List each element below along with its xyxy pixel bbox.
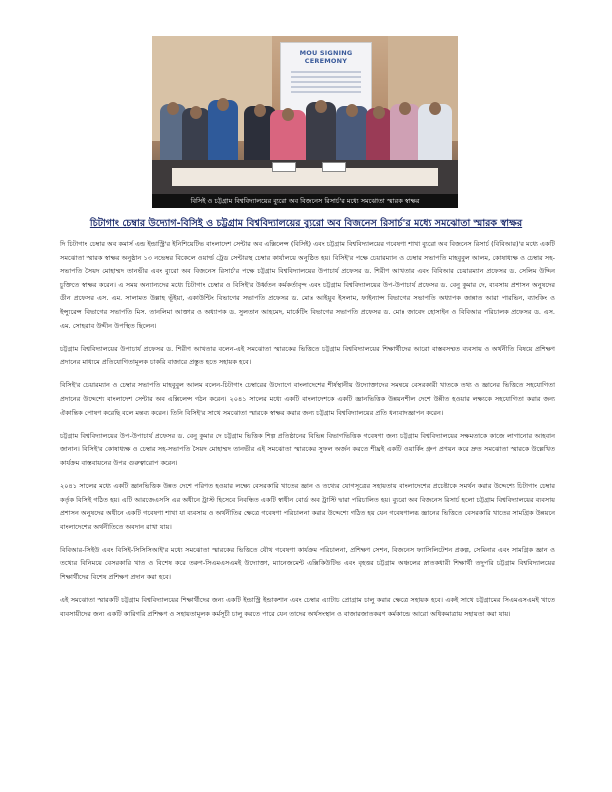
mou-ceremony-photo — [152, 36, 458, 194]
table-cloth — [172, 168, 438, 186]
article-headline: চিটাগাং চেম্বার উদ্যোগ-বিসিই ও চট্টগ্রাম বিশ্ববিদ্যালয়ের ব্যুরো অব বিজনেস রিসার্চ'র মধ্যে সমঝোতা স্মারক স্বাক্ষর — [89, 218, 523, 229]
person-head — [282, 108, 294, 121]
person-head — [315, 100, 327, 113]
person-head — [167, 102, 179, 115]
photo-caption: বিসিই ও চট্টগ্রাম বিশ্ববিদ্যালয়ের ব্যুরো অব বিজনেস রিসার্চ'র মধ্যে সমঝোতা স্মারক স্বাক্ষর — [152, 194, 458, 208]
article-paragraph: এই সমঝোতা স্মারকটি চট্টগ্রাম বিশ্ববিদ্যালয়ের শিক্ষার্থীদের জন্য একটি ইন্ডাস্ট্রি ইন্ডাকশান এবং চেম্বার এ্যাটাচ প্রোগ্রাম চালু করার ক্ষেত্রে সহায়ক হবে। একই সাথে চট্টগ্রামের সিএমএসএমই খাতে ব্যবসায়ীদের জন্য একটি কারিগরি প্রশিক্ষণ ও সহায়তামূলক কর্মসূচী চালু করতে পারে যেন তাদের অর্থসংস্থান ও বাজারজাতকরণ কর্মকান্ডে আরো অধিকমাত্রায় সহায়তা করা যায়। — [60, 596, 555, 618]
article-paragraph: ২০৪১ সালের মধ্যে একটি জ্ঞানভিত্তিক উন্নত দেশে পরিণত হওয়ার লক্ষ্যে বেসরকারি খাতের জ্ঞান ও তথ্যের যোগসূত্রের সহায়তায় বাংলাদেশের প্রচেষ্টাকে সমর্থন করার উদ্দেশ্যে চিটাগাং চেম্বার কর্তৃক বিসিই গঠিত হয়। এটি আরজেএসসি এর অধীনে ট্রাস্ট হিসেবে নিবন্ধিত একটি স্বাধীন বোর্ড অব ট্রাস্টি দ্বারা পরিচালিত হয়। ব্যুরো অব বিজনেস রিসার্চ হলো চট্টগ্রাম বিশ্ববিদ্যালয়ের ব্যবসায় প্রশাসন অনুষদের অধীনে একটি গবেষণা শাখা যা ব্যবসায় ও অর্থনীতির ক্ষেত্রে গবেষণা পরিচালনা করার উদ্দেশ্যে গঠিত হয় যেন গবেষণালব্ধ জ্ঞানের ভিত্তিতে বেসরকারি খাতের সামগ্রিক উন্নয়নে বাংলাদেশের অর্থনীতিতে অবদান রাখা যায়। — [60, 481, 555, 531]
person-head — [429, 102, 441, 115]
banner-subtext — [291, 71, 361, 93]
article-paragraph: চট্টগ্রাম বিশ্ববিদ্যালয়ের উপ-উপাচার্য প্রফেসর ড. বেনু কুমার দে চট্টগ্রাম ভিত্তিক শিল্প প্রতিষ্ঠানের বিভিন্ন বিভাগভিত্তিক গবেষণা জন্য চট্টগ্রাম বিশ্ববিদ্যালয়ের সক্ষমতাকে কাজে লাগানোর আহবান জানান। বিসিই'র কোষাধ্যক্ষ ও চেম্বার সহ-সভাপতি সৈয়দ মোহাম্মদ তানভীর এই সমঝোতা স্মারকের সুফল অর্জন করতে শীঘ্রই একটি ওয়ার্কিং গ্রুপ প্রণয়ন করে দ্রুত সমঝোতা স্মারকে উল্লেখিত কার্যক্রম বাস্তবায়নের উপর গুরুত্বারোপ করেন। — [60, 431, 555, 467]
article-body — [60, 238, 555, 631]
person-head — [346, 104, 358, 117]
banner-title: MOU SIGNING CEREMONY — [299, 49, 353, 65]
article-paragraph: বিবিআর-সিইউ এবং বিসিই-সিসিসিআই'র মধ্যে সমঝোতা স্মারকের ভিত্তিতে যৌথ গবেষণা কার্যক্রম পরিচালনা, প্রশিক্ষণ সেশন, বিজনেস ফ্যাসিলিটেশন প্রকল্প, সেমিনার এবং সামগ্রিক জ্ঞান ও তথ্যের বিনিময়ে বেসরকারি খাত ও বিশেষ করে তরুণ-সিএমএসএমই উদ্যোক্তা, ম্যানেজমেন্ট এক্সিকিউটিভ এবং বৃহত্তর চট্টগ্রাম অঞ্চলের স্নাতকধারী শিক্ষার্থী তদুপরি চট্টগ্রাম বিশ্ববিদ্যালয়ের শিক্ষার্থীদের বিশেষ প্রশিক্ষণ প্রদান করা হবে। — [60, 545, 555, 581]
signed-document — [272, 162, 296, 172]
person-head — [399, 102, 411, 115]
article-paragraph: দি চিটাগাং চেম্বার অব কমার্স এন্ড ইন্ডাস্ট্রি'র ইনিশিয়েটিভ বাংলাদেশ সেন্টার অব এক্সিলেন্স (বিসিই) এবং চট্টগ্রাম বিশ্ববিদ্যালয়ের গবেষণা শাখা ব্যুরো অব বিজনেস রিসার্চ (বিবিআর)'র মধ্যে একটি সমঝোতা স্মারক স্বাক্ষর অনুষ্ঠান ১৩ নভেম্বর বিকেলে ওয়ার্ল্ড ট্রেড সেন্টারস্থ চেম্বার কার্যালয়ে অনুষ্ঠিত হয়। বিসিই'র পক্ষে চেয়ারম্যান ও চেম্বার সভাপতি মাহবুবুল আলম, কোষাধ্যক্ষ ও চেম্বার সহ-সভাপতি সৈয়দ মোহাম্মদ তানভীর এবং ব্যুরো অব বিজনেস রিসার্চ'র পক্ষে চট্টগ্রাম বিশ্ববিদ্যালয়ের উপাচার্য প্রফেসর ড. শিরীণ আখতার এবং বিবিআর চেয়ারম্যান প্রফেসর ড. সেলিম উদ্দিন চুক্তিতে স্বাক্ষর করেন। এ সময় অন্যান্যদের মধ্যে চিটাগাং চেম্বার ও বিসিই'র উর্ধ্বতন কর্মকর্তাবৃন্দ এবং চট্টগ্রাম বিশ্ববিদ্যালয়ের উপ-উপাচার্য প্রফেসর ড. বেনু কুমার দে, ব্যবসায় প্রশাসন অনুষদের ডীন প্রফেসর এস. এম. সালামত উল্লাহ ভূঁইয়া, একাউন্টিং বিভাগের সভাপতি প্রফেসর ড. মোঃ আইয়ুব ইসলাম, ফাইন্যান্স বিভাগের সভাপতি অধ্যাপক জান্নাত আরা পারভিন, ব্যাংকিং ও ইন্স্যুরেন্স বিভাগের সভাপতি মিস. তানলিমা আক্তার ও অধ্যাপক ড. সুলতান আহমেদ, মার্কেটিং বিভাগের সভাপতি প্রফেসর ড. মোঃ জাবেদ হোসাইন ও বিবিআর পরিচালক প্রফেসর ড. এস. এম. সোহরাব উদ্দীন উপস্থিত ছিলেন। — [60, 240, 556, 330]
person-head — [373, 106, 385, 119]
person-head — [190, 106, 202, 119]
signed-document — [322, 162, 346, 172]
person-head — [217, 98, 229, 111]
article-paragraph: চট্টগ্রাম বিশ্ববিদ্যালয়ের উপাচার্য প্রফেসর ড. শিরীণ আখতার বলেন-এই সমঝোতা স্মারকের ভিত্তিতে চট্টগ্রাম বিশ্ববিদ্যালয়ের শিক্ষার্থীদের আরো বাস্তবসম্মত ব্যবসায় ও অর্থনীতি বিষয়ে প্রশিক্ষণ প্রদানের মাধ্যমে প্রতিযোগিতামূলক চাকরি বাজারে প্রস্তুত হতে সহায়ক হবে। — [60, 344, 555, 367]
article-paragraph: বিসিই'র চেয়ারম্যান ও চেম্বার সভাপতি মাহবুবুল আলম বলেন-চিটাগাং চেম্বারের উদ্যোগে বাংলাদেশের শীর্ষস্থানীয় উদ্যোক্তাদের সমন্বয়ে বেসরকারী খাতকে তথ্য ও জ্ঞানের ভিত্তিতে সহযোগিতা প্রদানের উদ্দেশ্যে বাংলাদেশ সেন্টার অব এক্সিলেন্স গঠন করেন। ২০৪১ সালের মধ্যে একটি বাংলাদেশকে একটি জ্ঞানভিত্তিক উন্নয়নশীল দেশে উন্নীত হওয়ার লক্ষ্যকে সহযোগিতা করার জন্য ঐকান্তিক পোষণ করেছি বলে মন্তব্য করেন। তিনি বিসিই'র সাথে সমঝোতা স্মারকে স্বাক্ষর করার জন্য চট্টগ্রাম বিশ্ববিদ্যালয়ের প্রতি ধন্যবাদজ্ঞাপন করেন। — [60, 381, 555, 417]
person-head — [254, 104, 266, 117]
